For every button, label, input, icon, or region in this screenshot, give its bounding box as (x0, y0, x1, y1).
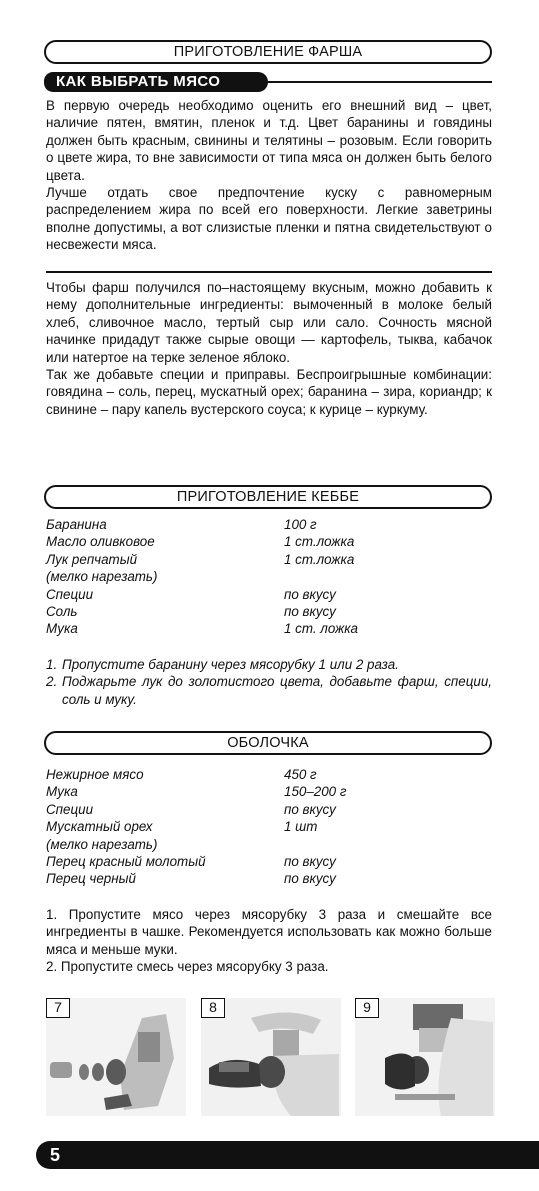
step-number: 1. (46, 657, 58, 672)
ingredient-name: Нежирное мясо (46, 767, 144, 782)
ingredient-name: Мускатный орех (46, 819, 153, 835)
step-text: Пропустите баранину через мясорубку 1 или 2 раза. (62, 657, 399, 672)
ingredient-qty (284, 836, 492, 853)
ingredient-row (46, 766, 492, 783)
page-number: 5 (50, 1145, 61, 1165)
ingredient-row (46, 586, 492, 603)
ingredient-row (46, 870, 492, 887)
figure-8 (201, 998, 341, 1116)
footer-bar (36, 1141, 539, 1169)
section-title-mince-text: ПРИГОТОВЛЕНИЕ ФАРША (173, 44, 363, 60)
section-title-mince (44, 40, 492, 64)
ingredient-row (46, 516, 492, 533)
divider (46, 271, 492, 273)
ingredient-qty: по вкусу (284, 801, 336, 817)
ingredient-qty: 1 шт (284, 819, 318, 835)
ingredient-qty: по вкусу (284, 586, 336, 602)
ingredient-qty: 150–200 г (284, 784, 347, 800)
figure-7 (46, 998, 186, 1116)
ingredient-qty: 1 ст.ложка (284, 551, 355, 567)
ingredient-row (46, 853, 492, 870)
ingredient-name: Мука (46, 784, 78, 800)
ingredient-row (46, 603, 492, 620)
ingredient-name: (мелко нарезать) (46, 836, 158, 852)
section-title-kebbe-text: ПРИГОТОВЛЕНИЕ КЕББЕ (176, 489, 360, 505)
ingredient-row (46, 801, 492, 818)
paragraph: В первую очередь необходимо оценить его внешний вид – цвет, наличие пятен, вмятин, пленок и т.д. Цвет баранины и говядины должен быть красным, свинины и телятины – розовым. Если говорить о цвете жира, то вне зависимости от типа мяса он должен быть белого цвета. (46, 98, 492, 183)
ingredient-qty: по вкусу (284, 854, 336, 870)
ingredient-qty: 1 ст.ложка (284, 534, 355, 550)
ingredient-qty (284, 568, 492, 585)
ingredient-name: Мука (46, 621, 78, 637)
ingredient-qty: 100 г (284, 517, 317, 532)
ingredient-name: Перец красный молотый (46, 854, 206, 870)
ingredient-qty: по вкусу (284, 871, 336, 887)
ingredient-row (46, 551, 492, 568)
paragraph: Чтобы фарш получился по–настоящему вкусным, можно добавить к нему дополнительные ингредиенты: вымоченный в молоке белый хлеб, сливочное масло, тертый сыр или сало. Сочность мясной начинке придадут также сырые овощи — картофель, тыква, кабачок или натертое на терке зеленое яблоко. (46, 280, 492, 365)
figure-number: 9 (355, 998, 379, 1018)
shell-ingredients (46, 766, 492, 888)
ingredient-name: Специи (46, 801, 94, 817)
subtitle-choose-meat: КАК ВЫБРАТЬ МЯСО (44, 72, 268, 92)
ingredient-name: Баранина (46, 517, 107, 532)
ingredient-row (46, 568, 492, 585)
section-title-shell-text: ОБОЛОЧКА (227, 735, 309, 751)
ingredient-name: Масло оливковое (46, 534, 155, 550)
figure-9 (355, 998, 495, 1116)
ingredient-row (46, 533, 492, 550)
ingredient-row (46, 783, 492, 800)
figure-number: 7 (46, 998, 70, 1018)
ingredient-name: Лук репчатый (46, 551, 138, 567)
step-text: 2. Пропустите смесь через мясорубку 3 раза. (46, 959, 329, 975)
ingredient-name: Соль (46, 604, 78, 620)
paragraph: Так же добавьте специи и приправы. Беспроигрышные комбинации: говядина – соль, перец, мускатный орех; баранина – зира, кориандр; к свинине – пару капель вустерского соуса; к курице – куркуму. (46, 367, 492, 417)
ingredient-qty: по вкусу (284, 604, 336, 620)
section-title-shell (44, 731, 492, 755)
ingredient-qty: 1 ст. ложка (284, 621, 358, 637)
step-text: 1. Пропустите мясо через мясорубку 3 раза и смешайте все ингредиенты в чашке. Рекомендуется использовать как можно больше мяса и меньше муки. (46, 907, 492, 957)
step-text: Поджарьте лук до золотистого цвета, добавьте фарш, специи, соль и муку. (62, 674, 492, 707)
ingredient-row (46, 620, 492, 637)
shell-steps (46, 906, 492, 976)
ingredient-row (46, 836, 492, 853)
paragraph: Лучше отдать свое предпочтение куску с равномерным распределением жира по всей его поверхности. Легкие заветрины вполне допустимы, а вот слизистые пленки и пятна свидетельствуют о несвежести мяса. (46, 185, 492, 253)
kebbe-steps (46, 656, 492, 708)
step (46, 673, 492, 708)
ingredient-name: Специи (46, 586, 94, 602)
ingredient-name: (мелко нарезать) (46, 569, 158, 585)
mince-text-block-2 (46, 279, 492, 418)
mince-text-block-1 (46, 97, 492, 254)
ingredient-name: Перец черный (46, 871, 136, 887)
step-number: 2. (46, 674, 58, 690)
figure-number: 8 (201, 998, 225, 1018)
kebbe-ingredients (46, 516, 492, 638)
ingredient-qty: 450 г (284, 767, 317, 782)
step (46, 656, 492, 673)
ingredient-row (46, 818, 492, 835)
section-title-kebbe (44, 485, 492, 509)
subtitle-rule (262, 81, 492, 83)
